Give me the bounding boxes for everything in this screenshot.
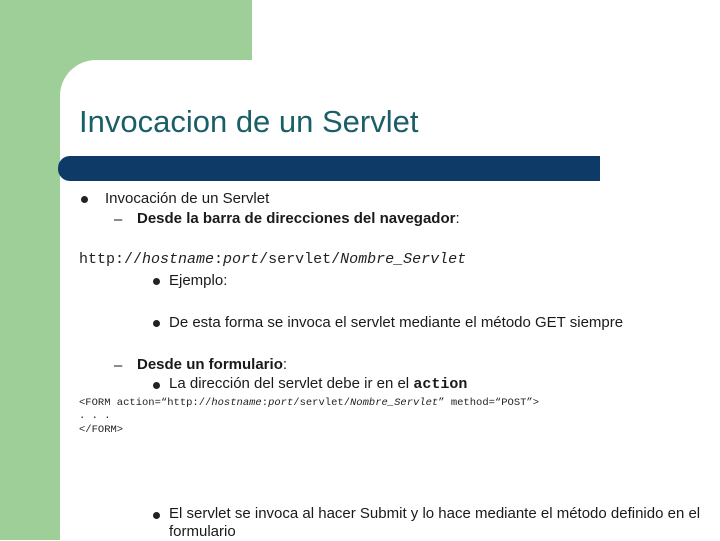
form-port: port: [268, 397, 294, 409]
slide-title: Invocacion de un Servlet: [79, 104, 419, 139]
bullet-dot: [153, 512, 160, 519]
form-host: hostname: [211, 397, 262, 409]
bullet-dot: [153, 320, 160, 327]
title-underline-bar: [58, 156, 600, 181]
form-servlet-name: Nombre_Servlet: [350, 397, 439, 409]
dash-colon: :: [282, 356, 288, 373]
bullet-dot: [153, 278, 160, 285]
form-open-end: ” method=“POST”>: [438, 397, 540, 409]
action-keyword: action: [413, 376, 468, 393]
form-code-open: [79, 396, 539, 410]
bullet-dot: [81, 196, 88, 203]
url-port: port: [223, 251, 260, 268]
servlet-url: [79, 250, 466, 269]
url-path: /servlet/: [259, 251, 341, 268]
dash-marker: –: [114, 357, 123, 374]
bullet-dot: [153, 382, 160, 389]
bullet-get-note: De esta forma se invoca el servlet mediante el método GET siempre: [169, 314, 624, 331]
form-path: /servlet/: [293, 397, 350, 409]
bullet-submit-note: El servlet se invoca al hacer Submit y lo hace mediante el método definido en el formulario: [169, 505, 701, 540]
form-colon: :: [261, 397, 269, 409]
dash-barra-direcciones-label: Desde la barra de direcciones del navegador: [137, 210, 456, 227]
dash-formulario-label: Desde un formulario: [137, 356, 283, 373]
dash-barra-direcciones: [137, 210, 460, 228]
dash-formulario: [137, 356, 287, 374]
form-code-close: </FORM>: [79, 424, 124, 436]
url-servlet-name: Nombre_Servlet: [340, 251, 467, 268]
action-description: La dirección del servlet debe ir en el: [169, 375, 410, 392]
url-prefix: http://: [79, 251, 143, 268]
dash-marker: –: [114, 211, 123, 228]
bullet-invocacion: Invocación de un Servlet: [105, 190, 270, 207]
url-colon: :: [214, 251, 224, 268]
bullet-ejemplo: Ejemplo:: [169, 272, 228, 289]
dash-colon: :: [455, 210, 460, 227]
decorative-green-strip: [0, 0, 60, 540]
form-open-start: <FORM action=“http://: [79, 397, 212, 409]
bullet-action: [169, 375, 467, 394]
url-host: hostname: [142, 251, 215, 268]
form-code-dots: . . .: [79, 410, 111, 422]
